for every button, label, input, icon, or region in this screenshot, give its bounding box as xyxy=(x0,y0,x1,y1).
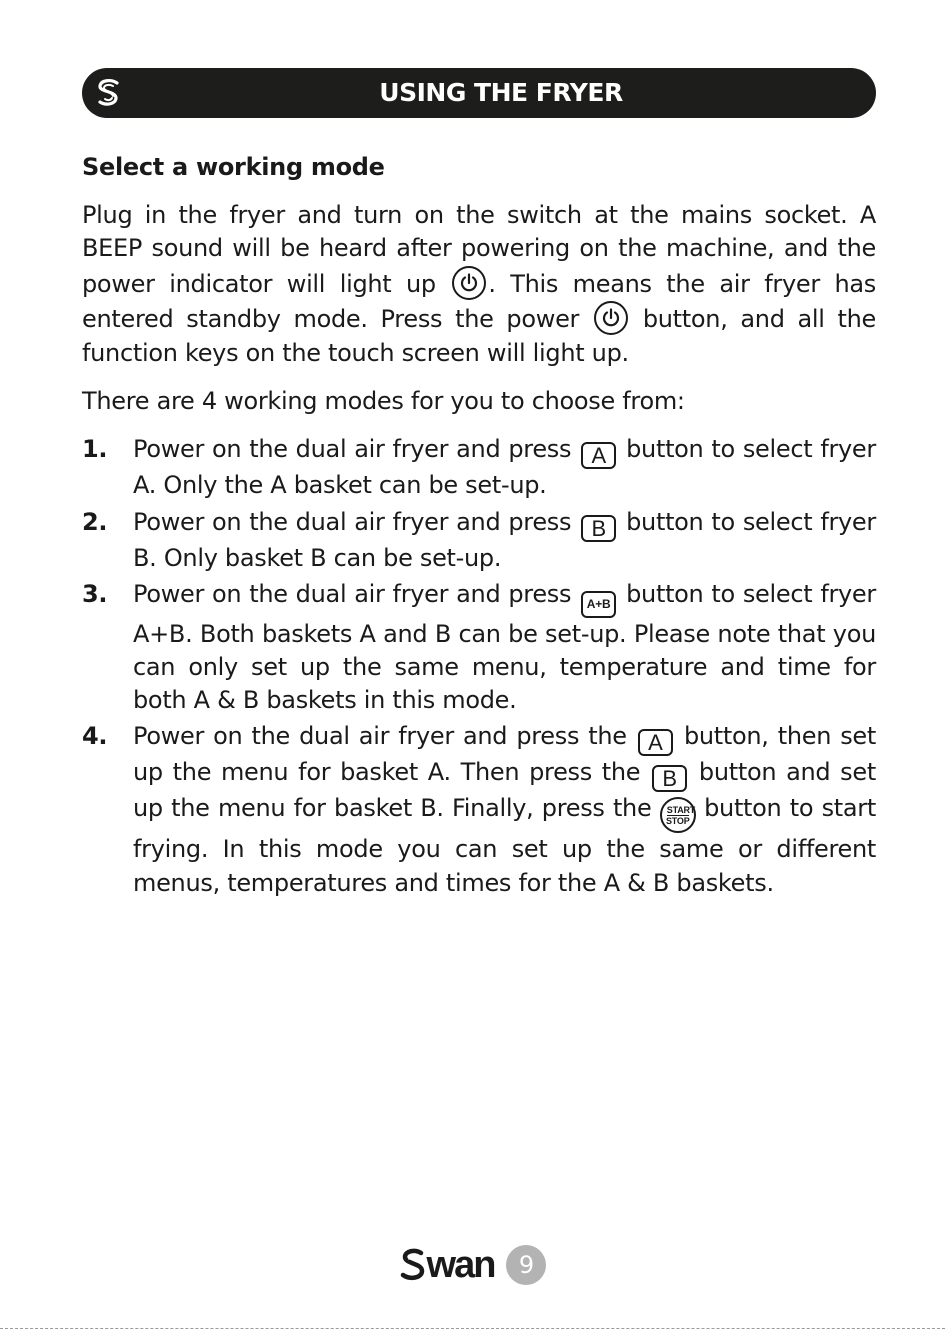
brand-text: wan xyxy=(426,1243,495,1286)
key-b-icon: B xyxy=(581,515,616,542)
list-item xyxy=(82,578,876,718)
list-number: 3. xyxy=(82,579,108,608)
list-text: Power on the dual air fryer and press xyxy=(133,435,572,464)
intro-text-1: Plug in the fryer and turn on the switch at the mains socket. A BEEP sound will be heard after powering on the machine, and the power indicator will light up xyxy=(82,201,876,298)
list-number: 4. xyxy=(82,722,108,751)
list-number: 1. xyxy=(82,435,108,464)
list-text: Power on the dual air fryer and press xyxy=(133,579,572,608)
swan-s-icon xyxy=(399,1248,427,1282)
list-text: Power on the dual air fryer and press xyxy=(133,507,572,536)
start-label: START xyxy=(666,805,696,816)
section-heading: Select a working mode xyxy=(82,153,385,181)
power-icon xyxy=(452,266,486,300)
key-a-icon: A xyxy=(638,729,673,756)
key-a-icon: A xyxy=(581,442,616,469)
brand-logo xyxy=(399,1244,495,1287)
power-icon xyxy=(594,301,628,335)
bottom-divider xyxy=(0,1328,945,1329)
modes-intro: There are 4 working modes for you to choose from: xyxy=(82,387,685,416)
stop-label: STOP xyxy=(665,816,690,827)
intro-text-2: . This means the air fryer has entered standby mode. Press the power xyxy=(82,269,876,334)
list-item xyxy=(82,506,876,575)
page-number: 9 xyxy=(506,1245,546,1285)
page-title: USING THE FRYER xyxy=(379,78,623,107)
start-stop-icon xyxy=(660,797,696,833)
list-text: button to select fryer A. Only the A basket can be set-up. xyxy=(133,435,876,500)
list-text: button to select fryer A+B. Both baskets A and B can be set-up. Please note that you can only set up the same menu, temperature and time for both A & B baskets in this mode. xyxy=(133,579,876,715)
footer xyxy=(0,1243,945,1287)
list-item xyxy=(82,720,876,899)
list-text: Power on the dual air fryer and press the xyxy=(133,722,627,751)
list-number: 2. xyxy=(82,507,108,536)
list-text: button to start frying. In this mode you can set up the same or different menus, temperatures and times for the A & B baskets. xyxy=(133,794,876,897)
content xyxy=(82,149,876,903)
list-item xyxy=(82,433,876,502)
header-bar xyxy=(82,68,876,118)
list-text: button to select fryer B. Only basket B can be set-up. xyxy=(133,507,876,572)
intro-text-3: button, and all the function keys on the touch screen will light up. xyxy=(82,305,876,367)
key-b-icon: B xyxy=(652,765,687,792)
list-text: button, then set up the menu for basket A. Then press the xyxy=(133,722,876,787)
intro-paragraph xyxy=(82,199,876,370)
list-text: button and set up the menu for basket B. Finally, press the xyxy=(133,758,876,823)
key-ab-icon: A+B xyxy=(581,591,616,618)
modes-list xyxy=(82,433,876,899)
